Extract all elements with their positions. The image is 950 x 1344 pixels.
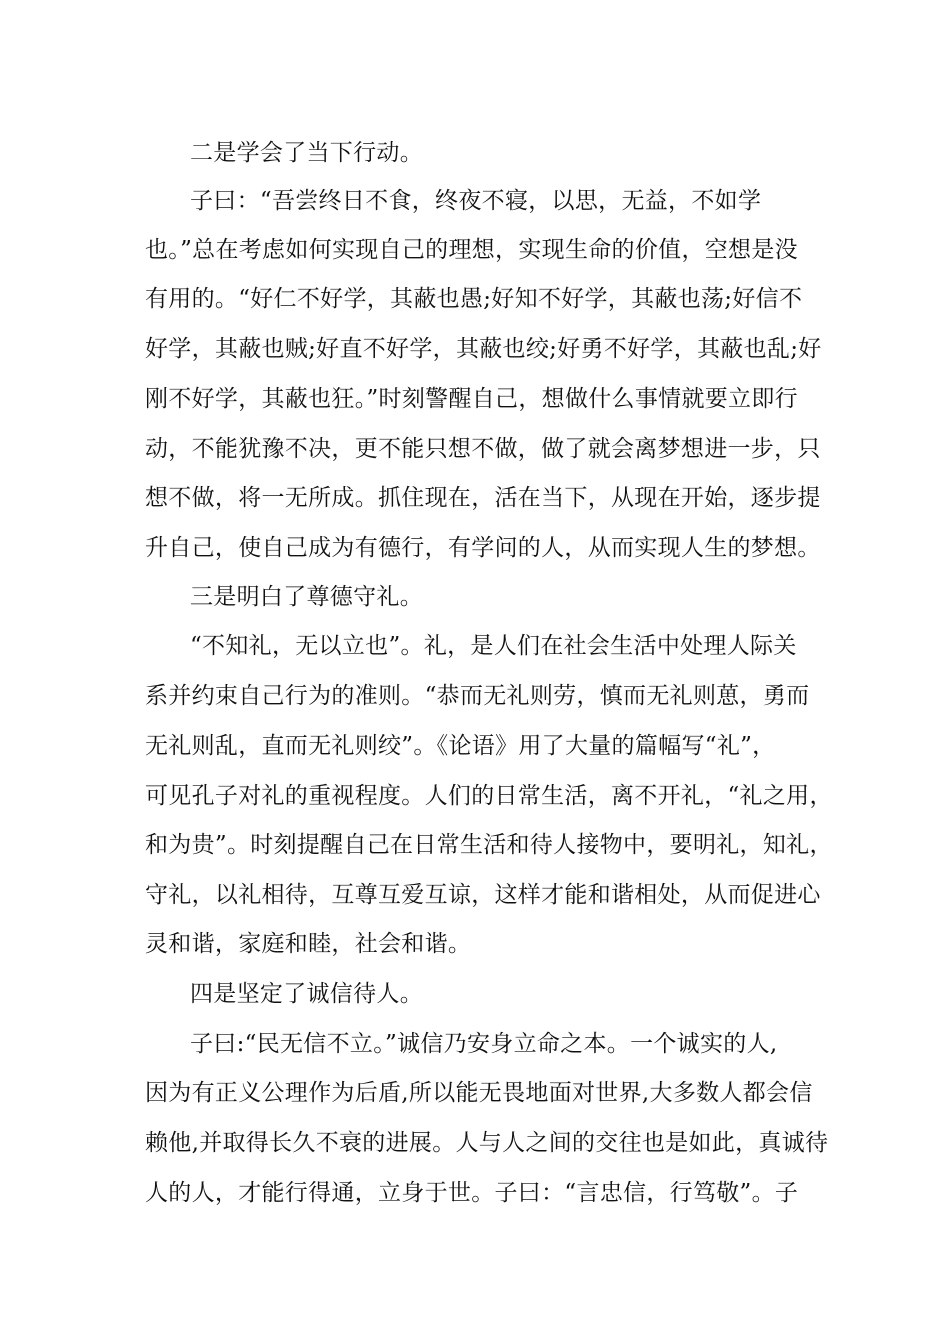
paragraph-line: 人的人，才能行得通，立身于世。子曰：“言忠信，行笃敬”。子 xyxy=(145,1180,799,1206)
paragraph-line: 动，不能犹豫不决，更不能只想不做，做了就会离梦想进一步，只 xyxy=(145,436,821,462)
paragraph-line: 无礼则乱，直而无礼则绞”。《论语》用了大量的篇幅写“礼”， xyxy=(145,733,776,759)
paragraph-line: 想不做，将一无所成。抓住现在，活在当下，从现在开始，逐步提 xyxy=(145,485,821,511)
paragraph-line: 赖他,并取得长久不衰的进展。人与人之间的交往也是如此，真诚待 xyxy=(145,1130,829,1156)
paragraph-line: 也。”总在考虑如何实现自己的理想，实现生命的价值，空想是没 xyxy=(145,237,798,263)
heading-respect-etiquette: 三是明白了尊德守礼。 xyxy=(190,584,423,610)
paragraph-line: 可见孔子对礼的重视程度。人们的日常生活，离不开礼，“礼之用， xyxy=(145,783,833,809)
paragraph-line: 灵和谐，家庭和睦，社会和谐。 xyxy=(145,931,472,957)
paragraph-line: 升自己，使自己成为有德行，有学问的人，从而实现人生的梦想。 xyxy=(145,535,821,561)
paragraph-line: 系并约束自己行为的准则。“恭而无礼则劳，慎而无礼则葸，勇而 xyxy=(145,683,810,709)
heading-present-action: 二是学会了当下行动。 xyxy=(190,140,423,166)
paragraph-line: 和为贵”。时刻提醒自己在日常生活和待人接物中，要明礼，知礼， xyxy=(145,832,833,858)
paragraph-line: 刚不好学，其蔽也狂。”时刻警醒自己，想做什么事情就要立即行 xyxy=(145,386,798,412)
paragraph-line: 守礼，以礼相待，互尊互爱互谅，这样才能和谐相处，从而促进心 xyxy=(145,882,821,908)
paragraph-line: “不知礼，无以立也”。礼，是人们在社会生活中处理人际关 xyxy=(190,633,797,659)
paragraph-line: 有用的。“好仁不好学，其蔽也愚;好知不好学，其蔽也荡;好信不 xyxy=(145,286,803,312)
paragraph-line: 子曰：“吾尝终日不食，终夜不寝，以思，无益，不如学 xyxy=(190,188,762,214)
heading-integrity: 四是坚定了诚信待人。 xyxy=(190,981,423,1007)
paragraph-line: 子曰:“民无信不立。”诚信乃安身立命之本。一个诚实的人, xyxy=(190,1031,778,1057)
paragraph-line: 因为有正义公理作为后盾,所以能无畏地面对世界,大多数人都会信 xyxy=(145,1080,813,1106)
paragraph-line: 好学，其蔽也贼;好直不好学，其蔽也绞;好勇不好学，其蔽也乱;好 xyxy=(145,336,822,362)
